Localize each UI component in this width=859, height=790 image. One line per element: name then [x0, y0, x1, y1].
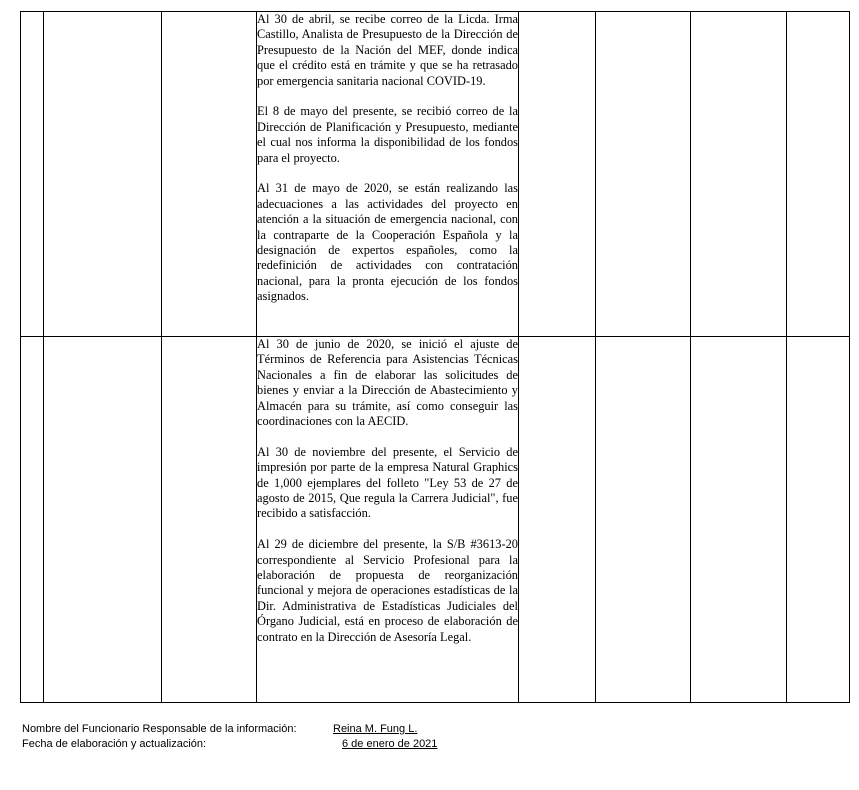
responsible-label: Nombre del Funcionario Responsable de la información:	[22, 723, 297, 735]
report-table	[20, 11, 850, 703]
table-cell	[691, 12, 787, 337]
table-cell	[44, 12, 162, 337]
paragraph: Al 30 de abril, se recibe correo de la Licda. Irma Castillo, Analista de Presupuesto de la Dirección de Presupuesto de la Nación del MEF, donde indica que el crédito está en trámite y que se ha retrasado por emergencia sanitaria nacional COVID-19.	[257, 12, 518, 88]
paragraph: Al 30 de junio de 2020, se inició el ajuste de Términos de Referencia para Asistencias Técnicas Nacionales a fin de elaborar las solicitudes de bienes y enviar a la Dirección de Abastecimiento y Almacén para su trámite, así como conseguir las coordinaciones con la AECID.	[257, 337, 518, 429]
progress-description-cell	[257, 12, 519, 337]
table-cell	[596, 337, 691, 703]
table-cell	[44, 337, 162, 703]
table-cell	[787, 337, 850, 703]
table-cell	[519, 337, 596, 703]
table-cell	[21, 337, 44, 703]
table-cell	[787, 12, 850, 337]
paragraph: Al 31 de mayo de 2020, se están realizando las adecuaciones a las actividades del proyecto en atención a la situación de emergencia nacional, con la contraparte de la Cooperación Española y la designación de expertos españoles, como la redefinición de actividades con contratación nacional, para la pronta ejecución de los fondos asignados.	[257, 181, 518, 304]
table-row	[21, 337, 850, 703]
date-label: Fecha de elaboración y actualización:	[22, 738, 207, 750]
table-cell	[691, 337, 787, 703]
table-cell	[519, 12, 596, 337]
paragraph: El 8 de mayo del presente, se recibió correo de la Dirección de Planificación y Presupuesto, mediante el cual nos informa la disponibilidad de los fondos para el proyecto.	[257, 104, 518, 165]
paragraph: Al 30 de noviembre del presente, el Servicio de impresión por parte de la empresa Natural Graphics de 1,000 ejemplares del folleto "Ley 53 de 27 de agosto de 2015, Que regula la Carrera Judicial", fue recibido a satisfacción.	[257, 444, 518, 521]
table-cell	[596, 12, 691, 337]
table-row	[21, 12, 850, 337]
table-cell	[21, 12, 44, 337]
responsible-name: Reina M. Fung L.	[333, 723, 418, 735]
table-cell	[162, 337, 257, 703]
progress-description-cell	[257, 337, 519, 703]
table-cell	[162, 12, 257, 337]
paragraph: Al 29 de diciembre del presente, la S/B #3613-20 correspondiente al Servicio Profesional para la elaboración de propuesta de reorganización funcional y mejora de operaciones estadísticas de la Dir. Administrativa de Estadísticas Judiciales del Órgano Judicial, está en proceso de elaboración de contrato en la Dirección de Asesoría Legal.	[257, 537, 518, 644]
date-value: 6 de enero de 2021	[342, 738, 438, 750]
